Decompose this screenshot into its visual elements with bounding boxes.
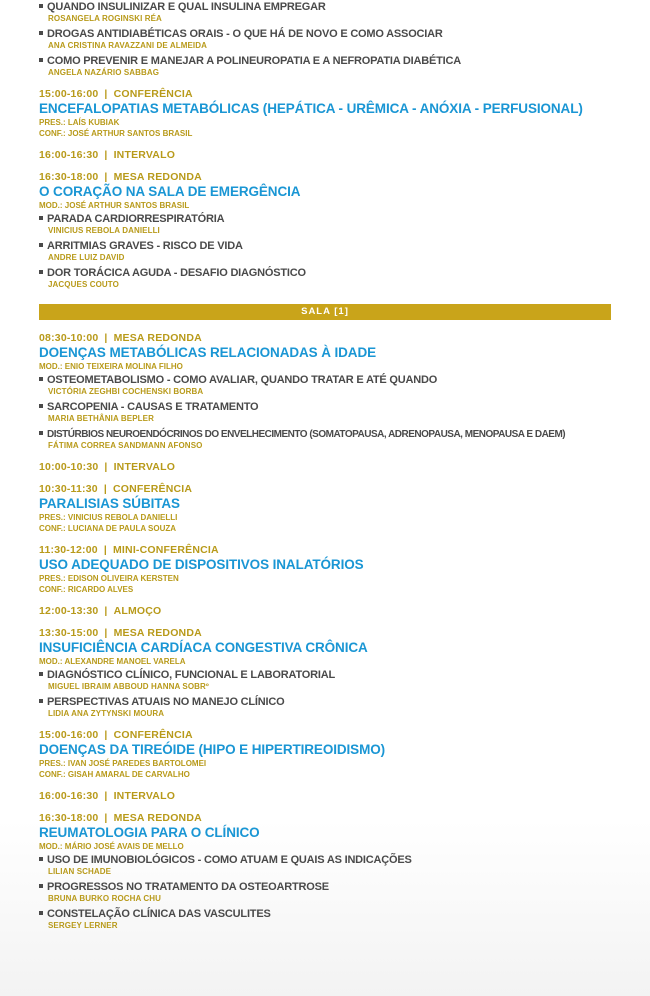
session-time (39, 483, 611, 496)
talk-item (39, 240, 611, 263)
time-range: 15:00-16:00 (39, 729, 99, 741)
talk-title: PERSPECTIVAS ATUAIS NO MANEJO CLÍNICO (47, 696, 285, 708)
session-type: CONFERÊNCIA (112, 483, 193, 495)
bullet-icon (39, 404, 43, 408)
break-line (39, 149, 611, 162)
talk-item (39, 267, 611, 290)
session-type: MESA REDONDA (113, 812, 202, 824)
talk-item (39, 908, 611, 931)
break-line (39, 605, 611, 618)
bullet-icon (39, 31, 43, 35)
session-title: PARALISIAS SÚBITAS (39, 496, 180, 511)
bullet-icon (39, 672, 43, 676)
speaker-name: ROSANGELA ROGINSKI RÉA (48, 14, 162, 23)
talk-item (39, 213, 611, 236)
talk-title: DISTÚRBIOS NEUROENDÓCRINOS DO ENVELHECIMENTO (SOMATOPAUSA, ADRENOPAUSA, MENOPAUSA E DAEM) (47, 429, 566, 440)
time-range: 13:30-15:00 (39, 627, 99, 639)
time-range: 11:30-12:00 (39, 544, 98, 556)
presider: PRES.: LAÍS KUBIAK (39, 118, 120, 127)
session-title: INSUFICIÊNCIA CARDÍACA CONGESTIVA CRÔNICA (39, 640, 368, 655)
session-title: USO ADEQUADO DE DISPOSITIVOS INALATÓRIOS (39, 557, 364, 572)
bullet-icon (39, 216, 43, 220)
session-time (39, 332, 611, 345)
speaker-name: ANA CRISTINA RAVAZZANI DE ALMEIDA (48, 41, 207, 50)
separator: | (104, 149, 108, 161)
session-time (39, 812, 611, 825)
bullet-icon (39, 377, 43, 381)
program-page (39, 0, 611, 931)
speaker-name: ANGELA NAZÁRIO SABBAG (48, 68, 160, 77)
time-range: 10:00-10:30 (39, 461, 99, 473)
separator: | (104, 171, 108, 183)
session-time (39, 729, 611, 742)
session-title: O CORAÇÃO NA SALA DE EMERGÊNCIA (39, 184, 301, 199)
lecturer: CONF.: JOSÉ ARTHUR SANTOS BRASIL (39, 129, 193, 138)
session-time (39, 544, 611, 557)
speaker-name: MIGUEL IBRAIM ABBOUD HANNA SOBRº (48, 682, 209, 691)
speaker-name: SERGEY LERNER (48, 921, 118, 930)
presider: PRES.: VINICIUS REBOLA DANIELLI (39, 513, 178, 522)
speaker-name: VINICIUS REBOLA DANIELLI (48, 226, 160, 235)
talk-item (39, 696, 611, 719)
moderator: MOD.: MÁRIO JOSÉ AVAIS DE MELLO (39, 842, 184, 851)
break-line (39, 790, 611, 803)
talk-title: PROGRESSOS NO TRATAMENTO DA OSTEOARTROSE (47, 881, 329, 893)
speaker-name: JACQUES COUTO (48, 280, 119, 289)
bullet-icon (39, 243, 43, 247)
time-range: 16:00-16:30 (39, 149, 99, 161)
speaker-name: MARIA BETHÂNIA BEPLER (48, 414, 154, 423)
speaker-name: LILIAN SCHADE (48, 867, 112, 876)
bullet-icon (39, 911, 43, 915)
session-time (39, 627, 611, 640)
talk-title: QUANDO INSULINIZAR E QUAL INSULINA EMPREGAR (47, 1, 326, 13)
talk-title: PARADA CARDIORRESPIRATÓRIA (47, 213, 225, 225)
speaker-name: VICTÓRIA ZEGHBI COCHENSKI BORBA (48, 387, 204, 396)
session-title: REUMATOLOGIA PARA O CLÍNICO (39, 825, 260, 840)
talk-title: DOR TORÁCICA AGUDA - DESAFIO DIAGNÓSTICO (47, 267, 306, 279)
session-type: INTERVALO (113, 461, 176, 473)
time-range: 16:30-18:00 (39, 812, 99, 824)
session-type: INTERVALO (113, 149, 176, 161)
session-time (39, 88, 611, 101)
session-title: DOENÇAS METABÓLICAS RELACIONADAS À IDADE (39, 345, 377, 360)
talk-item (39, 428, 611, 451)
talk-item (39, 401, 611, 424)
presider: PRES.: EDISON OLIVEIRA KERSTEN (39, 574, 179, 583)
session-type: INTERVALO (113, 790, 176, 802)
separator: | (104, 790, 108, 802)
moderator: MOD.: ENIO TEIXEIRA MOLINA FILHO (39, 362, 183, 371)
separator: | (104, 812, 108, 824)
time-range: 16:30-18:00 (39, 171, 99, 183)
talk-item (39, 854, 611, 877)
bullet-icon (39, 857, 43, 861)
bullet-icon (39, 4, 43, 8)
separator: | (104, 605, 108, 617)
room-header: SALA [1] (39, 304, 611, 320)
lecturer: CONF.: GISAH AMARAL DE CARVALHO (39, 770, 190, 779)
time-range: 10:30-11:30 (39, 483, 98, 495)
moderator: MOD.: JOSÉ ARTHUR SANTOS BRASIL (39, 201, 190, 210)
session-type: MESA REDONDA (113, 332, 202, 344)
time-range: 08:30-10:00 (39, 332, 99, 344)
speaker-name: LIDIA ANA ZYTYNSKI MOURA (48, 709, 165, 718)
speaker-name: ANDRE LUIZ DAVID (48, 253, 125, 262)
talk-title: SARCOPENIA - CAUSAS E TRATAMENTO (47, 401, 259, 413)
separator: | (103, 483, 107, 495)
session-type: CONFERÊNCIA (113, 88, 193, 100)
talk-item (39, 1, 611, 24)
session-type: MESA REDONDA (113, 171, 202, 183)
session-time (39, 171, 611, 184)
bullet-icon (39, 431, 43, 435)
talk-title: ARRITMIAS GRAVES - RISCO DE VIDA (47, 240, 243, 252)
separator: | (104, 461, 108, 473)
talk-title: DIAGNÓSTICO CLÍNICO, FUNCIONAL E LABORATORIAL (47, 669, 335, 681)
session-type: MINI-CONFERÊNCIA (112, 544, 219, 556)
moderator: MOD.: ALEXANDRE MANOEL VARELA (39, 657, 186, 666)
lecturer: CONF.: LUCIANA DE PAULA SOUZA (39, 524, 177, 533)
time-range: 12:00-13:30 (39, 605, 99, 617)
session-type: CONFERÊNCIA (113, 729, 193, 741)
separator: | (103, 544, 107, 556)
separator: | (104, 88, 108, 100)
session-title: DOENÇAS DA TIREÓIDE (HIPO E HIPERTIREOIDISMO) (39, 742, 386, 757)
talk-title: CONSTELAÇÃO CLÍNICA DAS VASCULITES (47, 908, 271, 920)
talk-item (39, 28, 611, 51)
session-title: ENCEFALOPATIAS METABÓLICAS (HEPÁTICA - URÊMICA - ANÓXIA - PERFUSIONAL) (39, 101, 583, 116)
presider: PRES.: IVAN JOSÉ PAREDES BARTOLOMEI (39, 759, 207, 768)
break-line (39, 461, 611, 474)
talk-title: USO DE IMUNOBIOLÓGICOS - COMO ATUAM E QUAIS AS INDICAÇÕES (47, 854, 412, 866)
bullet-icon (39, 58, 43, 62)
bullet-icon (39, 270, 43, 274)
speaker-name: FÁTIMA CORREA SANDMANN AFONSO (48, 441, 203, 450)
bullet-icon (39, 884, 43, 888)
talk-item (39, 881, 611, 904)
talk-title: COMO PREVENIR E MANEJAR A POLINEUROPATIA E A NEFROPATIA DIABÉTICA (47, 55, 461, 67)
talk-title: OSTEOMETABOLISMO - COMO AVALIAR, QUANDO TRATAR E ATÉ QUANDO (47, 374, 438, 386)
talk-item (39, 374, 611, 397)
time-range: 16:00-16:30 (39, 790, 99, 802)
talk-item (39, 55, 611, 78)
session-type: MESA REDONDA (113, 627, 202, 639)
speaker-name: BRUNA BURKO ROCHA CHU (48, 894, 162, 903)
separator: | (104, 332, 108, 344)
time-range: 15:00-16:00 (39, 88, 99, 100)
talk-title: DROGAS ANTIDIABÉTICAS ORAIS - O QUE HÁ DE NOVO E COMO ASSOCIAR (47, 28, 443, 40)
lecturer: CONF.: RICARDO ALVES (39, 585, 134, 594)
session-type: ALMOÇO (113, 605, 162, 617)
bullet-icon (39, 699, 43, 703)
talk-item (39, 669, 611, 692)
separator: | (104, 627, 108, 639)
separator: | (104, 729, 108, 741)
